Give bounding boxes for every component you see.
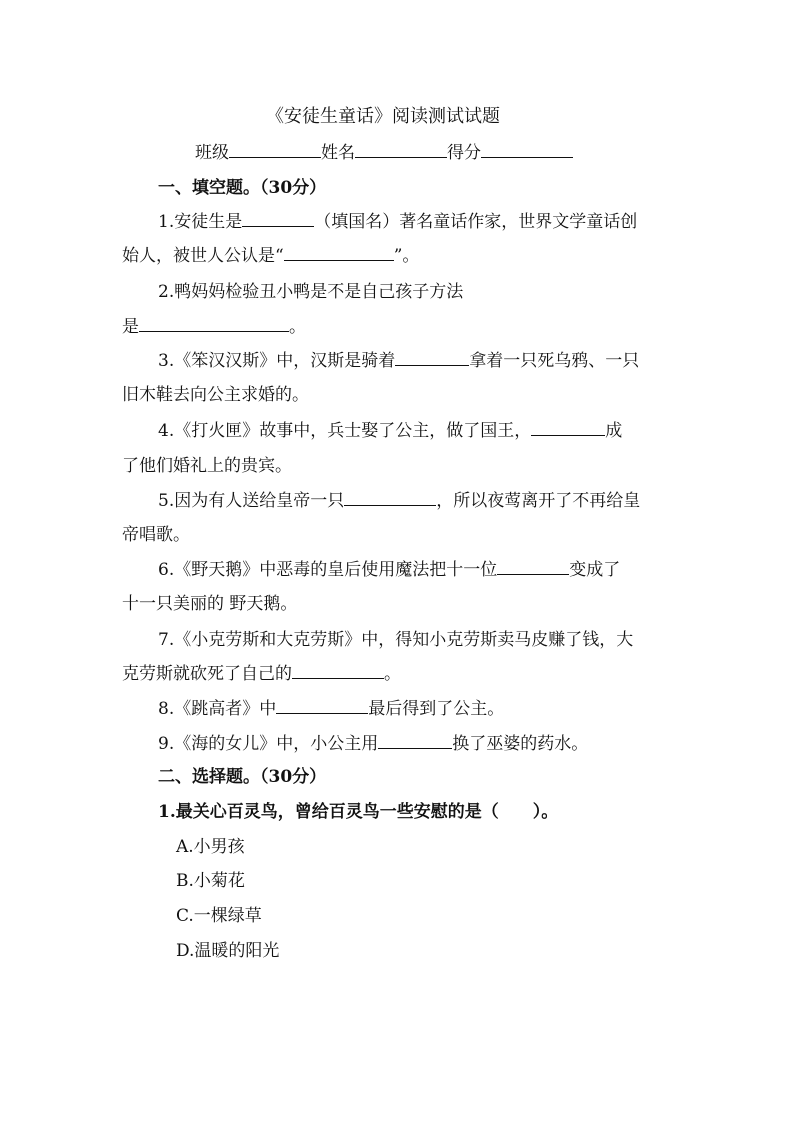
question-3-line-1 (158, 349, 639, 373)
question-4-line-1 (158, 419, 622, 443)
score-label: 得分 (447, 143, 481, 163)
answer-blank[interactable] (395, 350, 469, 366)
option-c[interactable]: C.一棵绿草 (176, 906, 262, 926)
student-info-line (195, 141, 573, 165)
name-label: 姓名 (321, 143, 355, 163)
question-text: 始人，被世人公认是“ (122, 246, 284, 266)
question-6-line-1 (158, 558, 620, 582)
question-2-line-2 (122, 315, 306, 339)
question-1-line-1 (158, 210, 637, 234)
answer-blank[interactable] (139, 316, 289, 332)
option-b[interactable]: B.小菊花 (176, 871, 245, 891)
section1-heading: 一、填空题。（30分） (158, 178, 327, 198)
choice-question-1: 1.最关心百灵鸟，曾给百灵鸟一些安慰的是（ ）。 (158, 802, 559, 822)
option-a[interactable]: A.小男孩 (176, 837, 245, 857)
question-text: 变成了 (569, 560, 621, 580)
question-text: 最后得到了公主。 (368, 699, 505, 719)
question-7-line-2 (122, 662, 401, 686)
answer-blank[interactable] (378, 733, 452, 749)
answer-blank[interactable] (497, 559, 569, 575)
question-3-line-2: 旧木鞋去向公主求婚的。 (122, 385, 309, 405)
class-label: 班级 (195, 143, 229, 163)
question-text: ”。 (393, 246, 420, 266)
section2-heading: 二、选择题。（30分） (158, 767, 327, 787)
question-text: 4.《打火匣》故事中，兵士娶了公主，做了国王， (158, 421, 532, 441)
question-5-line-2: 帝唱歌。 (122, 525, 190, 545)
name-blank[interactable] (355, 142, 447, 158)
question-text: 8.《跳高者》中 (158, 699, 277, 719)
answer-blank[interactable] (242, 211, 314, 227)
question-text: （填国名）著名童话作家，世界文学童话创 (314, 212, 638, 232)
question-2-line-1: 2.鸭妈妈检验丑小鸭是不是自己孩子方法 (158, 282, 464, 302)
answer-blank[interactable] (531, 420, 605, 436)
question-text: 1.安徒生是 (158, 212, 243, 232)
option-d[interactable]: D.温暖的阳光 (176, 941, 280, 961)
question-text: 9.《海的女儿》中，小公主用 (158, 734, 379, 754)
score-blank[interactable] (481, 142, 573, 158)
question-8 (158, 697, 504, 721)
question-text: 是 (122, 317, 139, 337)
question-text: 换了巫婆的药水。 (452, 734, 589, 754)
question-text: 克劳斯就砍死了自己的 (122, 664, 292, 684)
question-6-line-2: 十一只美丽的 野天鹅。 (122, 594, 298, 614)
question-text: 5.因为有人送给皇帝一只 (158, 491, 345, 511)
question-7-line-1: 7.《小克劳斯和大克劳斯》中，得知小克劳斯卖马皮赚了钱，大 (158, 630, 634, 650)
question-text: 3.《笨汉汉斯》中，汉斯是骑着 (158, 351, 396, 371)
question-4-line-2: 了他们婚礼上的贵宾。 (122, 456, 292, 476)
question-text: 。 (384, 664, 401, 684)
answer-blank[interactable] (284, 245, 394, 261)
question-text: 成 (605, 421, 623, 441)
question-text: 。 (289, 317, 306, 337)
question-1-line-2 (122, 244, 419, 268)
class-blank[interactable] (229, 142, 321, 158)
question-text: 6.《野天鹅》中恶毒的皇后使用魔法把十一位 (158, 560, 498, 580)
question-text: ，所以夜莺离开了不再给皇 (436, 491, 641, 511)
answer-blank[interactable] (292, 663, 384, 679)
answer-blank[interactable] (344, 490, 436, 506)
question-text: 拿着一只死乌鸦、一只 (469, 351, 640, 371)
question-9 (158, 732, 588, 756)
answer-blank[interactable] (276, 698, 368, 714)
question-5-line-1 (158, 489, 640, 513)
page-title: 《安徒生童话》阅读测试试题 (266, 106, 500, 127)
